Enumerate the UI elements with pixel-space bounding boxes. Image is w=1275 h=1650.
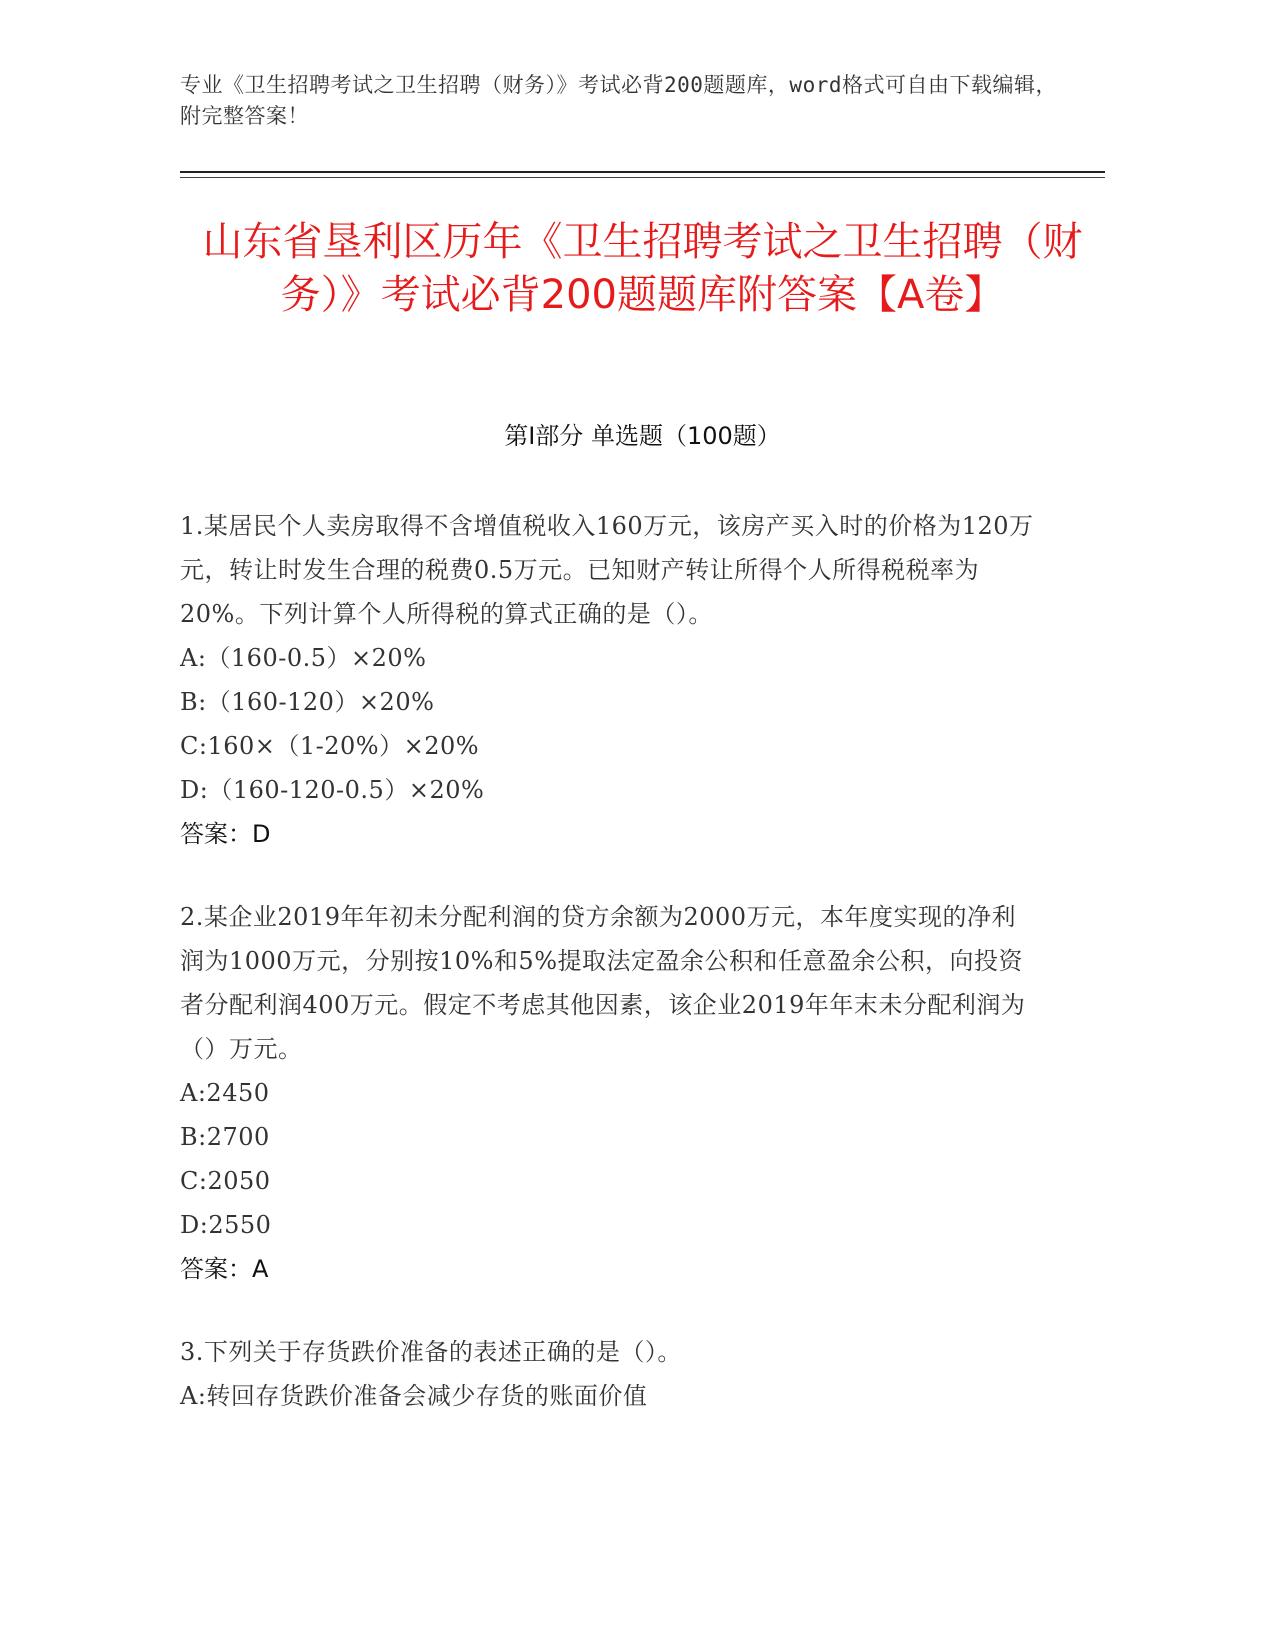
- question-stem: 1.某居民个人卖房取得不含增值税收入160万元，该房产买入时的价格为120万元，转让时发生合理的税费0.5万元。已知财产转让所得个人所得税税率为20%。下列计算个人所得税的算式正确的是（）。: [180, 512, 1034, 628]
- question-3: [180, 1330, 1040, 1418]
- header-divider-thick: [180, 171, 1105, 173]
- option-a: A:转回存货跌价准备会减少存货的账面价值: [180, 1382, 648, 1410]
- question-2: [180, 895, 1040, 1291]
- option-b: B:（160-120）×20%: [180, 688, 435, 716]
- answer-label: 答案：D: [180, 820, 271, 848]
- option-c: C:160×（1-20%）×20%: [180, 732, 480, 760]
- option-a: A:2450: [180, 1079, 270, 1107]
- option-b: B:2700: [180, 1123, 270, 1151]
- question-stem: 2.某企业2019年年初未分配利润的贷方余额为2000万元，本年度实现的净利润为1000万元，分别按10%和5%提取法定盈余公积和任意盈余公积，向投资者分配利润400万元。假定不考虑其他因素，该企业2019年年末未分配利润为（）万元。: [180, 903, 1026, 1063]
- question-stem: 3.下列关于存货跌价准备的表述正确的是（）。: [180, 1338, 682, 1366]
- section-heading: 第I部分 单选题（100题）: [504, 422, 781, 450]
- document-title: 山东省垦利区历年《卫生招聘考试之卫生招聘（财务）》考试必背200题题库附答案【A卷】: [202, 219, 1083, 318]
- option-d: D:（160-120-0.5）×20%: [180, 776, 485, 804]
- answer-label: 答案：A: [180, 1255, 269, 1283]
- header-divider-thin: [180, 177, 1105, 178]
- option-c: C:2050: [180, 1167, 271, 1195]
- option-a: A:（160-0.5）×20%: [180, 644, 427, 672]
- header-note: 专业《卫生招聘考试之卫生招聘（财务）》考试必背200题题库，word格式可自由下载编辑，附完整答案！: [180, 73, 1057, 128]
- option-d: D:2550: [180, 1211, 272, 1239]
- question-1: [180, 504, 1040, 856]
